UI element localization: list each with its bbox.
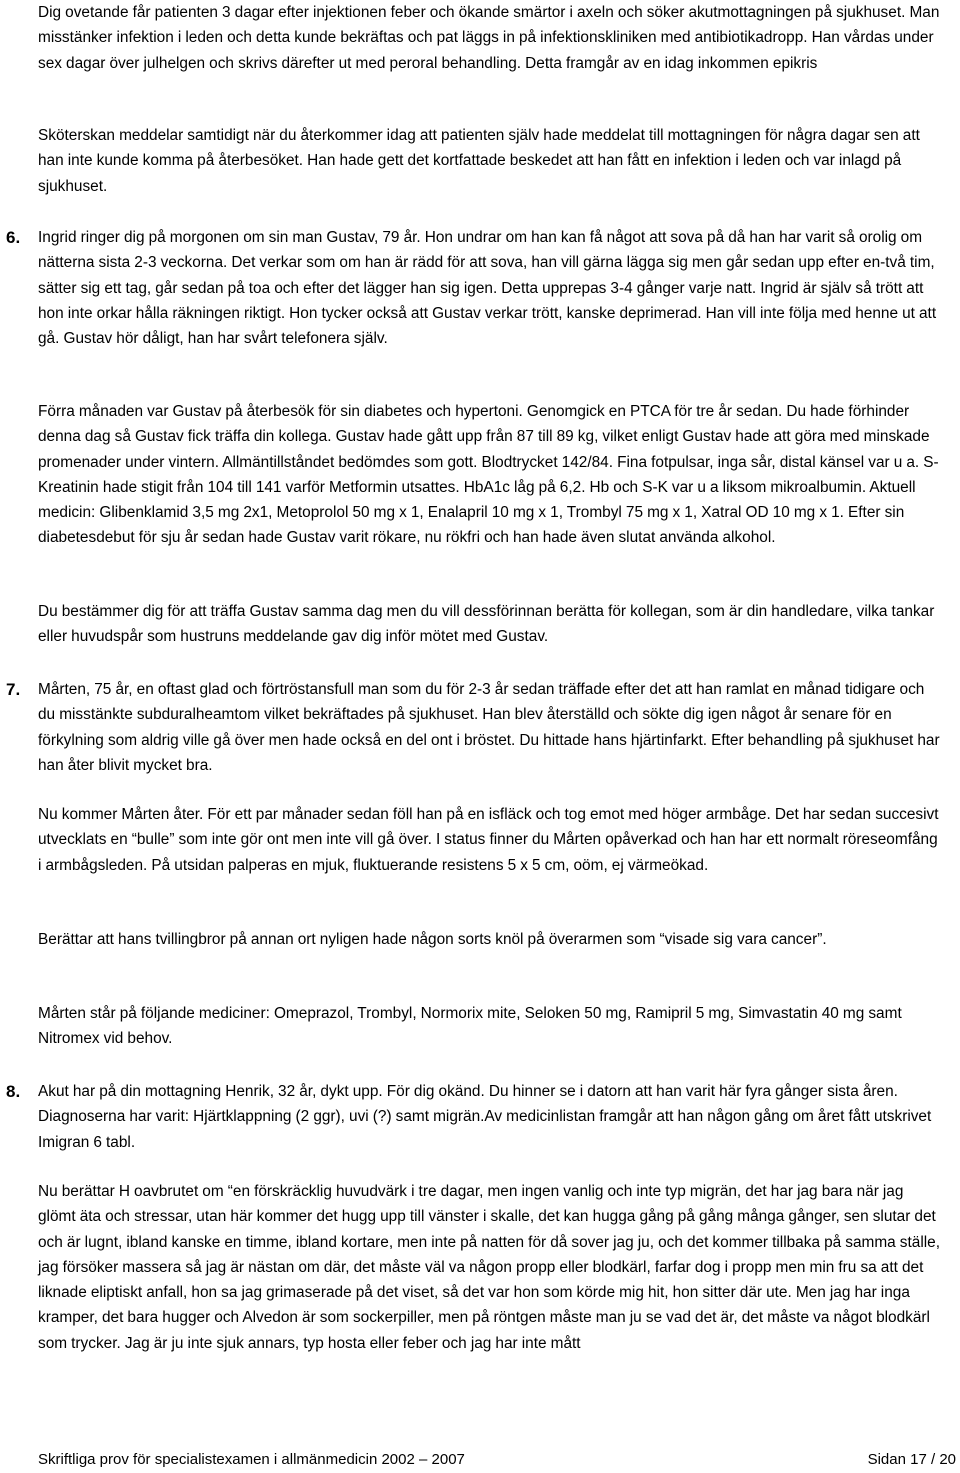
item-number-8: 8. (6, 1082, 21, 1101)
paragraph-ingrid-call: Ingrid ringer dig på morgonen om sin man Gustav, 79 år. Hon undrar om han kan få något att sova på då han har varit så orolig om nätterna sista 2-3 veckorna. Det verkar som om han är rädd för att sova, han vill gärna lägga sig men går sedan upp efter en-två tim, sätter sig ett tag, går sedan på toa och efter det lägger han sig igen. Detta upprepas 3-4 gånger varje natt. Ingrid är själv så trött att hon inte orkar hålla räkningen riktigt. Hon tycker också att Gustav verkar trött, kanske deprimerad. Han vill inte följa med henne ut att gå. Gustav hör dåligt, han har svårt telefonera själv. (38, 229, 937, 348)
item-number-6: 6. (6, 228, 21, 247)
footer-title: Skriftliga prov för specialistexamen i allmänmedicin 2002 – 2007 (38, 1451, 465, 1468)
paragraph-twin-brother: Berättar att hans tvillingbror på annan ort nyligen hade någon sorts knöl på överarmen som “visade sig vara cancer”. (38, 931, 827, 948)
paragraph-marten-history: Mårten, 75 år, en oftast glad och förtröstansfull man som du för 2-3 år sedan träffade efter det att han ramlat en månad tidigare och du misstänkte subduralheamtom vilket bekräftades på sjukhuset. Han blev återställd och sökte dig igen något år senare för en förkylning som aldrig ville gå över men hade också en del ont i bröstet. Du hittade hans hjärtinfarkt. Efter behandling på sjukhuset har han åter blivit mycket bra. (38, 681, 940, 774)
item-number-7: 7. (6, 680, 21, 699)
paragraph-marten-medications: Mårten står på följande mediciner: Omeprazol, Trombyl, Normorix mite, Seloken 50 mg, Ramipril 5 mg, Simvastatin 40 mg samt Nitromex vid behov. (38, 1005, 902, 1048)
paragraph-gustav-task: Du bestämmer dig för att träffa Gustav samma dag men du vill dessförinnan berätta för kollegan, som är din handledare, vilka tankar eller huvudspår som hustruns meddelande gav dig inför mötet med Gustav. (38, 603, 935, 646)
paragraph-henrik-visit: Akut har på din mottagning Henrik, 32 år, dykt upp. För dig okänd. Du hinner se i datorn att han varit här fyra gånger sista åren. Diagnoserna har varit: Hjärtklappning (2 ggr), uvi (?) samt migrän.Av medicinlistan framgår att han någon gång om året fått utskrivet Imigran 6 tabl. (38, 1083, 932, 1151)
footer-page-number: Sidan 17 / 20 (867, 1451, 956, 1468)
paragraph-injection-followup: Dig ovetande får patienten 3 dagar efter injektionen feber och ökande smärtor i axeln och söker akutmottagningen på sjukhuset. Man misstänker infektion i leden och detta kunde bekräftas och pat läggs in på infektionskliniken med antibiotikadropp. Han vårdas under sex dagar över julhelgen och skrivs därefter ut med peroral behandling. Detta framgår av en idag inkommen epikris (38, 4, 940, 72)
paragraph-nurse-message: Sköterskan meddelar samtidigt när du återkommer idag att patienten själv hade meddelat till mottagningen för några dagar sen att han inte kunde komma på återbesöket. Han hade gett det kortfattade beskedet att han fått en infektion i leden och var inlagd på sjukhuset. (38, 127, 920, 195)
paragraph-henrik-story: Nu berättar H oavbrutet om “en förskräcklig huvudvärk i tre dagar, men ingen vanlig och inte typ migrän, det har jag bara när jag glömt äta och stressar, utan här kommer det hugg upp till vänster i skalle, det kan hugga gång på gång många gånger, sen slutar det och är lugnt, ibland kanske en timme, ibland kortare, men inte på natten för då sover jag ju, och det kommer tillbaka på samma ställe, jag försöker massera så jag är nästan om där, det måste väl va någon propp eller blodkärl, farfar dog i propp men min fru sa att det liknade eliptiskt anfall, hon sa jag grimaserade på det viset, så det var hon som körde mig hit, hon sitter där ute. Men jag har inga kramper, det bara hugger och Alvedon är som sockerpiller, men på röntgen måste man ju se vad det är, det måste va något blodkärl som trycker. Jag är ju inte sjuk annars, typ hosta eller feber och jag har inte mått (38, 1183, 941, 1352)
paragraph-marten-elbow: Nu kommer Mårten åter. För ett par månader sedan föll han på en isfläck och tog emot med höger armbåge. Det har sedan succesivt utvecklats en “bulle” som inte gör ont men inte vill gå över. I status finner du Mårten opåverkad och han har ett normalt röreseomfång i armbågsleden. På utsidan palperas en mjuk, fluktuerande resistens 5 x 5 cm, oöm, ej värmeökad. (38, 806, 939, 874)
paragraph-gustav-history: Förra månaden var Gustav på återbesök för sin diabetes och hypertoni. Genomgick en PTCA för tre år sedan. Du hade förhinder denna dag så Gustav fick träffa din kollega. Gustav hade gått upp från 87 till 89 kg, vilket enligt Gustav hade att göra med minskade promenader under vintern. Allmäntillståndet bedömdes som gott. Blodtrycket 142/84. Fina fotpulsar, inga sår, distal känsel var u a. S-Kreatinin hade stigit från 104 till 141 varför Metformin utsattes. HbA1c låg på 6,2. Hb och S-K var u a liksom mikroalbumin. Aktuell medicin: Glibenklamid 3,5 mg 2x1, Metoprolol 50 mg x 1, Enalapril 10 mg x 1, Trombyl 75 mg x 1, Xatral OD 10 mg x 1. Efter sin diabetesdebut för sju år sedan hade Gustav varit rökare, nu rökfri och han hade även slutat använda alkohol. (38, 403, 939, 547)
